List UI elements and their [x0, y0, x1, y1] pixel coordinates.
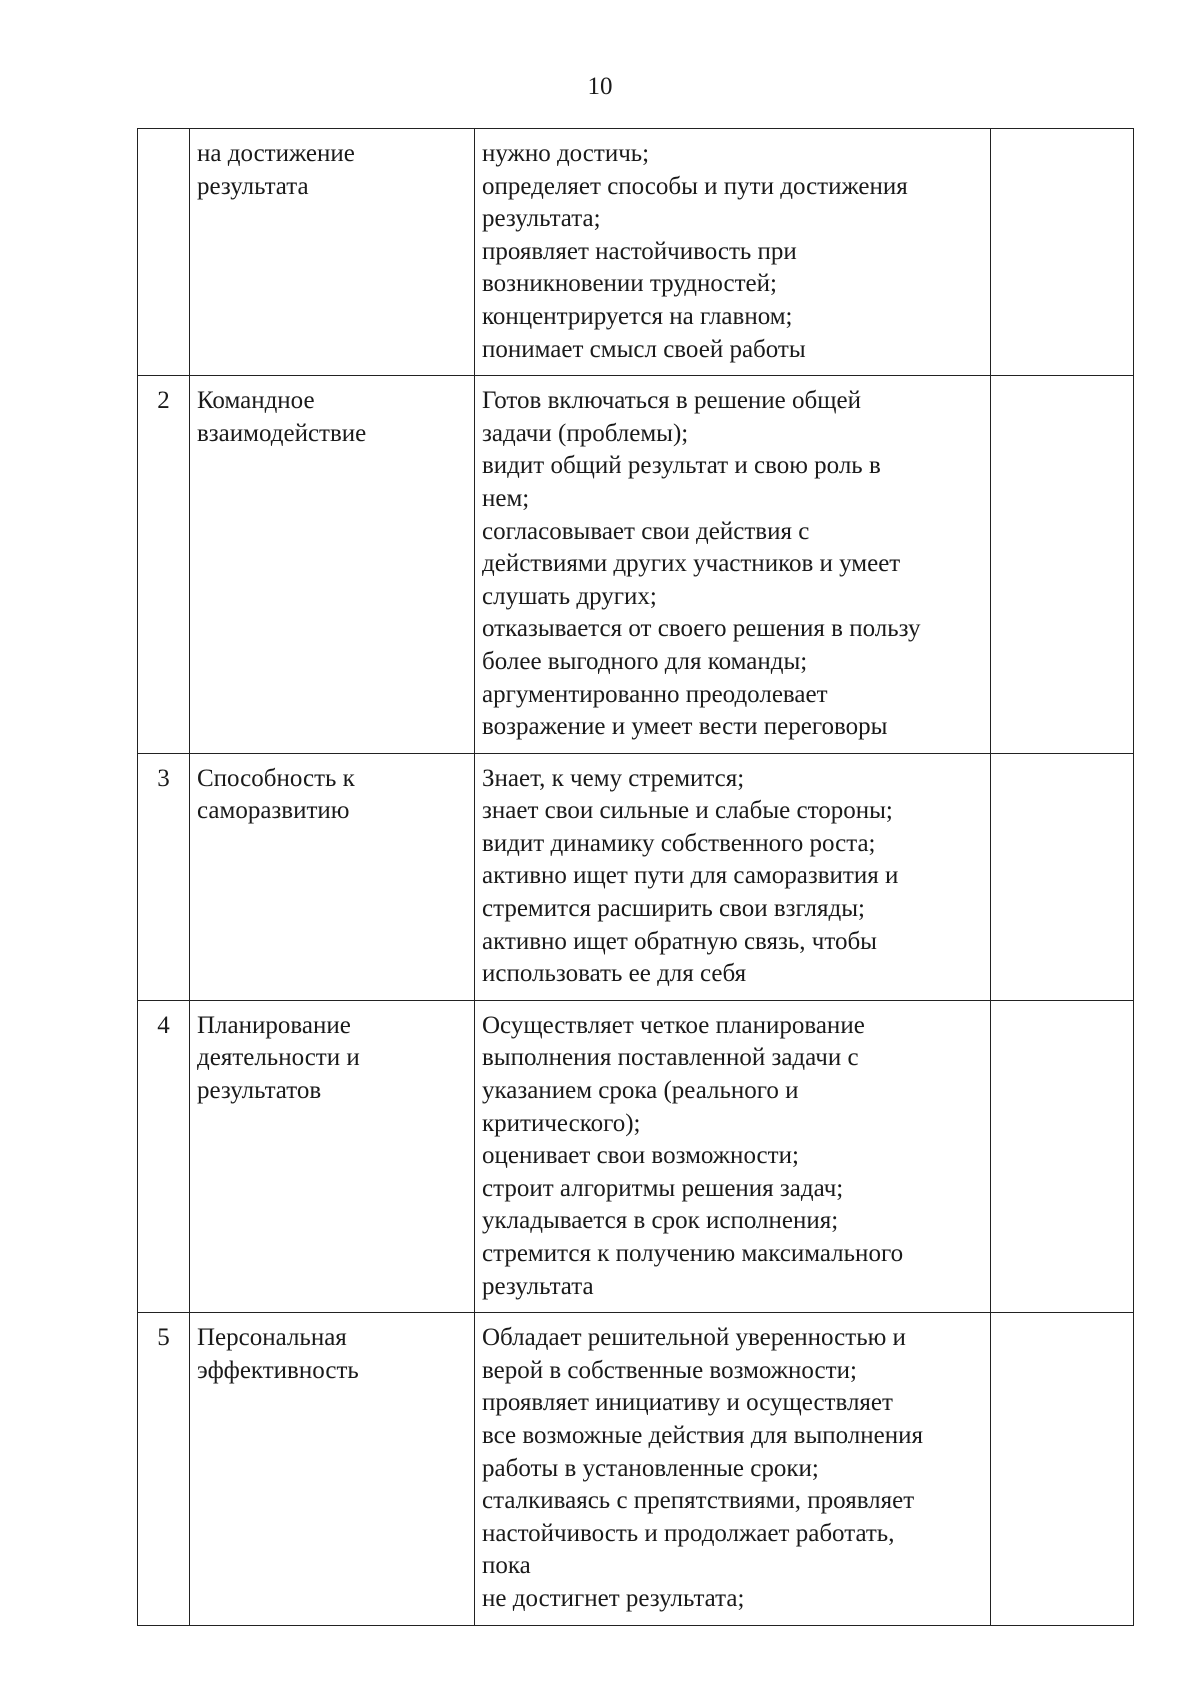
table-body	[138, 129, 1134, 1626]
score-cell	[991, 1000, 1134, 1312]
competency-name-line: деятельности и	[197, 1044, 360, 1072]
competency-description-line: видит общий результат и свою роль в	[482, 452, 881, 480]
competency-description-line: критического);	[482, 1109, 641, 1137]
competency-description-line: сталкиваясь с препятствиями, проявляет	[482, 1487, 915, 1515]
competency-description-line: стремится к получению максимального	[482, 1240, 904, 1267]
competency-description-line: указанием срока (реального и	[482, 1077, 799, 1105]
row-number-cell: 3	[138, 753, 190, 1000]
competency-name-line: на достижение	[197, 140, 355, 167]
competency-description-line: нужно достичь;	[482, 140, 650, 167]
competency-name-line: Командное	[197, 387, 315, 415]
score-cell	[991, 376, 1134, 754]
competency-description-line: концентрируется на главном;	[482, 302, 793, 330]
competency-description-line: активно ищет пути для саморазвития и	[482, 862, 899, 890]
competency-description-line: результата;	[482, 205, 601, 233]
competency-name-cell	[190, 1000, 475, 1312]
competency-description-line: пока	[482, 1552, 531, 1580]
competency-description-line: Осуществляет четкое планирование	[482, 1011, 865, 1039]
competency-description-line: знает свои сильные и слабые стороны;	[482, 797, 893, 825]
score-cell	[991, 129, 1134, 376]
competency-description-line: результата	[482, 1272, 594, 1300]
competency-table	[137, 128, 1134, 1626]
competency-name-line: саморазвитию	[197, 797, 350, 825]
competency-description-line: проявляет инициативу и осуществляет	[482, 1389, 893, 1417]
competency-description-line: проявляет настойчивость при	[482, 237, 797, 265]
competency-description-line: отказывается от своего решения в пользу	[482, 615, 921, 643]
competency-description-line: возникновении трудностей;	[482, 270, 777, 298]
table-row	[138, 1000, 1134, 1312]
competency-description-cell	[475, 129, 991, 376]
table-row	[138, 753, 1134, 1000]
competency-description-line: нем;	[482, 484, 530, 512]
table-row	[138, 376, 1134, 754]
competency-description-line: согласовывает свои действия с	[482, 517, 810, 545]
score-cell	[991, 753, 1134, 1000]
competency-description-line: выполнения поставленной задачи с	[482, 1044, 859, 1072]
competency-description-cell	[475, 753, 991, 1000]
competency-description-line: понимает смысл своей работы	[482, 335, 806, 363]
competency-name-cell	[190, 1313, 475, 1625]
row-number-cell: 4	[138, 1000, 190, 1312]
competency-name-line: Персональная	[197, 1324, 347, 1352]
competency-name-cell	[190, 376, 475, 754]
competency-description-line: задачи (проблемы);	[482, 419, 689, 447]
page-number: 10	[587, 73, 613, 100]
competency-name-line: эффективность	[197, 1356, 359, 1384]
competency-name-line: взаимодействие	[197, 419, 367, 447]
competency-name-cell	[190, 129, 475, 376]
competency-description-line: укладывается в срок исполнения;	[482, 1207, 839, 1235]
competency-description-line: не достигнет результата;	[482, 1584, 745, 1612]
competency-description-line: все возможные действия для выполнения	[482, 1421, 924, 1449]
competency-description-line: Знает, к чему стремится;	[482, 764, 745, 792]
competency-description-line: действиями других участников и умеет	[482, 550, 901, 578]
competency-description-line: аргументированно преодолевает	[482, 680, 828, 708]
table-row	[138, 129, 1134, 376]
competency-description-line: активно ищет обратную связь, чтобы	[482, 927, 877, 955]
competency-description-line: Готов включаться в решение общей	[482, 387, 861, 415]
row-number-cell	[138, 129, 190, 376]
competency-description-line: использовать ее для себя	[482, 960, 747, 988]
competency-description-line: возражение и умеет вести переговоры	[482, 713, 888, 741]
competency-description-line: слушать других;	[482, 582, 657, 610]
competency-description-line: оценивает свои возможности;	[482, 1142, 799, 1170]
competency-description-cell	[475, 1313, 991, 1625]
competency-name-line: Планирование	[197, 1011, 351, 1039]
competency-name-cell	[190, 753, 475, 1000]
competency-description-line: более выгодного для команды;	[482, 647, 808, 675]
competency-description-line: определяет способы и пути достижения	[482, 172, 908, 200]
competency-description-line: верой в собственные возможности;	[482, 1356, 857, 1384]
competency-name-line: Способность к	[197, 764, 355, 792]
competency-description-line: стремится расширить свои взгляды;	[482, 895, 865, 923]
competency-name-line: результатов	[197, 1077, 322, 1105]
competency-description-cell	[475, 1000, 991, 1312]
competency-description-line: настойчивость и продолжает работать,	[482, 1519, 895, 1547]
competency-description-cell	[475, 376, 991, 754]
competency-description-line: строит алгоритмы решения задач;	[482, 1174, 844, 1202]
competency-description-line: работы в установленные сроки;	[482, 1454, 819, 1482]
competency-description-line: видит динамику собственного роста;	[482, 829, 876, 857]
competency-name-line: результата	[197, 172, 309, 200]
competency-description-line: Обладает решительной уверенностью и	[482, 1324, 906, 1352]
score-cell	[991, 1313, 1134, 1625]
row-number-cell: 2	[138, 376, 190, 754]
row-number-cell: 5	[138, 1313, 190, 1625]
table-row	[138, 1313, 1134, 1625]
